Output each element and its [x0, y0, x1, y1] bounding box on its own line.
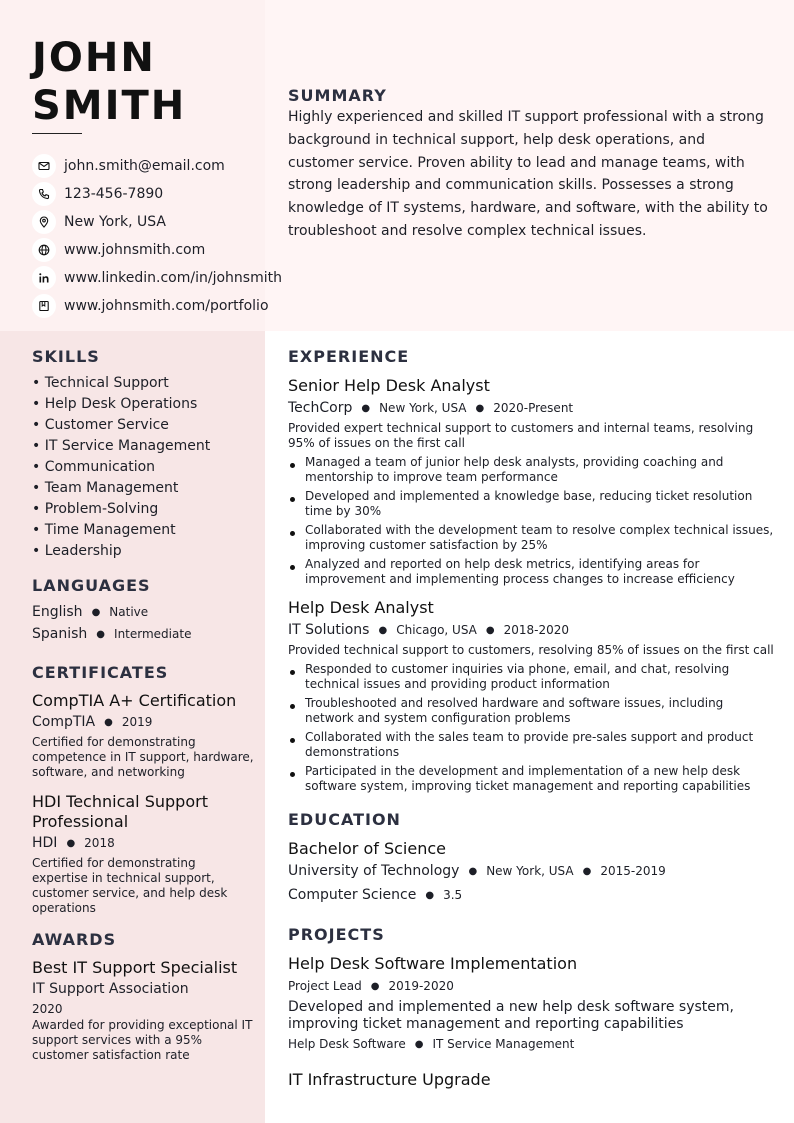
award-title: Best IT Support Specialist — [32, 958, 238, 977]
certificate-year: 2018 — [84, 836, 115, 850]
skill-item: • Leadership — [32, 543, 122, 559]
phone-icon — [32, 182, 56, 206]
job-title: Senior Help Desk Analyst — [288, 376, 490, 395]
award-issuer: IT Support Association — [32, 981, 189, 997]
linkedin-text: www.linkedin.com/in/johnsmith — [64, 270, 282, 286]
project-entry — [288, 953, 774, 1057]
job-bullet: Managed a team of junior help desk analysts, providing coaching and mentorship to improve team performance — [288, 455, 774, 485]
skill-item: • IT Service Management — [32, 438, 211, 454]
skill-item: • Problem-Solving — [32, 501, 159, 517]
project-tags — [288, 1033, 774, 1057]
contact-location — [32, 208, 277, 236]
website-text: www.johnsmith.com — [64, 242, 206, 258]
separator-dot: ● — [485, 625, 495, 636]
job-meta — [288, 397, 774, 421]
last-name: SMITH — [32, 83, 187, 129]
languages-list — [32, 602, 254, 646]
separator-dot: ● — [361, 403, 371, 414]
school: University of Technology — [288, 863, 460, 879]
job-bullet: Developed and implemented a knowledge base, reducing ticket resolution time by 30% — [288, 489, 774, 519]
phone-text: 123-456-7890 — [64, 186, 164, 202]
certificate-item — [32, 691, 254, 780]
education-location: New York, USA — [486, 864, 574, 878]
contact-email[interactable] — [32, 152, 277, 180]
job-company: IT Solutions — [288, 622, 370, 638]
separator-dot: ● — [582, 866, 592, 877]
certificate-issuer: HDI — [32, 835, 58, 851]
job-meta — [288, 619, 774, 643]
job-bullets — [288, 662, 774, 794]
skills-heading: SKILLS — [32, 347, 100, 366]
separator-dot: ● — [468, 866, 478, 877]
language-item — [32, 624, 254, 646]
job-bullet: Participated in the development and implementation of a new help desk software system, improving ticket management and reporting capabilities — [288, 764, 774, 794]
project-tag: IT Service Management — [432, 1037, 575, 1051]
globe-icon — [32, 238, 56, 262]
contact-phone[interactable] — [32, 180, 277, 208]
main-column — [288, 347, 774, 1091]
degree: Bachelor of Science — [288, 839, 446, 858]
separator-dot: ● — [475, 403, 485, 414]
project-dates: 2019-2020 — [388, 979, 454, 993]
project-meta — [288, 975, 774, 999]
contact-list — [32, 152, 282, 320]
separator-dot: ● — [425, 890, 435, 901]
skill-item: • Time Management — [32, 522, 176, 538]
project-tag: Help Desk Software — [288, 1037, 406, 1051]
job-bullets — [288, 455, 774, 587]
job-title: Help Desk Analyst — [288, 598, 434, 617]
education-entry — [288, 838, 774, 908]
job-bullet: Responded to customer inquiries via phone, email, and chat, resolving technical issues and providing product information — [288, 662, 774, 692]
job-bullet: Collaborated with the development team to resolve complex technical issues, improving customer satisfaction by 25% — [288, 523, 774, 553]
job-bullet: Collaborated with the sales team to provide pre-sales support and product demonstrations — [288, 730, 774, 760]
email-text: john.smith@email.com — [64, 158, 225, 174]
job-dates: 2020-Present — [493, 401, 574, 415]
candidate-name — [32, 34, 186, 130]
project-role: Project Lead — [288, 979, 362, 993]
location-text: New York, USA — [64, 214, 166, 230]
skill-item: • Technical Support — [32, 375, 169, 391]
certificate-desc: Certified for demonstrating competence in IT support, hardware, software, and networking — [32, 735, 254, 779]
skill-item: • Help Desk Operations — [32, 396, 198, 412]
gpa: 3.5 — [443, 888, 463, 902]
job-location: New York, USA — [379, 401, 467, 415]
certificates-heading: CERTIFICATES — [32, 663, 169, 682]
language-name: Spanish — [32, 626, 88, 642]
separator-dot: ● — [104, 717, 113, 728]
language-item — [32, 602, 254, 624]
summary-text: Highly experienced and skilled IT support professional with a strong background in technical support, help desk operations, and customer service. Proven ability to lead and manage teams, with strong leadership and communication skills. Possesses a strong knowledge of IT systems, hardware, and software, with the ability to troubleshoot and resolve complex technical issues. — [288, 109, 768, 239]
job-location: Chicago, USA — [396, 623, 477, 637]
skills-list — [32, 373, 254, 562]
job-dates: 2018-2020 — [503, 623, 570, 637]
mail-icon — [32, 154, 56, 178]
award-year: 2020 — [32, 1002, 63, 1016]
first-name: JOHN — [32, 35, 156, 81]
skill-item: • Customer Service — [32, 417, 169, 433]
separator-dot: ● — [414, 1039, 424, 1050]
linkedin-icon — [32, 266, 56, 290]
contact-portfolio[interactable] — [32, 292, 277, 320]
education-heading: EDUCATION — [288, 810, 401, 829]
separator-dot: ● — [96, 629, 106, 640]
separator-dot: ● — [378, 625, 388, 636]
name-divider — [32, 133, 82, 134]
certificate-meta — [32, 832, 254, 856]
job-bullet: Troubleshooted and resolved hardware and software issues, including network and system configuration problems — [288, 696, 774, 726]
education-dates: 2015-2019 — [600, 864, 666, 878]
job-desc: Provided expert technical support to customers and internal teams, resolving 95% of issues on the first call — [288, 421, 754, 450]
bookmark-icon — [32, 294, 56, 318]
award-desc: Awarded for providing exceptional IT support services with a 95% customer satisfaction rate — [32, 1018, 253, 1062]
awards-heading: AWARDS — [32, 930, 117, 949]
project-title: Help Desk Software Implementation — [288, 954, 578, 973]
job-bullet: Analyzed and reported on help desk metrics, identifying areas for improvement and implementing process changes to increase efficiency — [288, 557, 774, 587]
language-name: English — [32, 604, 83, 620]
job-entry — [288, 597, 774, 794]
separator-dot: ● — [91, 607, 101, 618]
field-of-study: Computer Science — [288, 887, 417, 903]
job-entry — [288, 375, 774, 587]
project-desc: Developed and implemented a new help desk software system, improving ticket management and reporting capabilities — [288, 999, 734, 1032]
experience-heading: EXPERIENCE — [288, 347, 410, 366]
separator-dot: ● — [370, 981, 380, 992]
separator-dot: ● — [66, 838, 76, 849]
certificate-year: 2019 — [121, 715, 153, 729]
job-desc: Provided technical support to customers, resolving 85% of issues on the first call — [288, 643, 774, 657]
languages-heading: LANGUAGES — [32, 576, 151, 595]
award-item — [32, 958, 254, 1063]
summary-heading: SUMMARY — [288, 86, 387, 105]
sidebar-column — [32, 347, 254, 1063]
skill-item: • Communication — [32, 459, 156, 475]
language-level: Intermediate — [114, 627, 192, 641]
education-meta — [288, 860, 774, 884]
map-pin-icon — [32, 210, 56, 234]
portfolio-text: www.johnsmith.com/portfolio — [64, 298, 269, 314]
language-level: Native — [109, 605, 149, 619]
contact-linkedin[interactable] — [32, 264, 282, 292]
project-title: IT Infrastructure Upgrade — [288, 1070, 491, 1089]
certificate-issuer: CompTIA — [32, 714, 96, 730]
projects-heading: PROJECTS — [288, 925, 385, 944]
certificate-meta — [32, 711, 254, 735]
skill-item: • Team Management — [32, 480, 179, 496]
contact-website[interactable] — [32, 236, 277, 264]
certificate-item — [32, 792, 254, 916]
education-field-row — [288, 884, 774, 908]
certificate-title: HDI Technical Support Professional — [32, 792, 208, 831]
certificate-title: CompTIA A+ Certification — [32, 691, 237, 710]
job-company: TechCorp — [288, 400, 353, 416]
certificate-desc: Certified for demonstrating expertise in technical support, customer service, and help desk operations — [32, 856, 228, 915]
project-entry — [288, 1069, 774, 1091]
